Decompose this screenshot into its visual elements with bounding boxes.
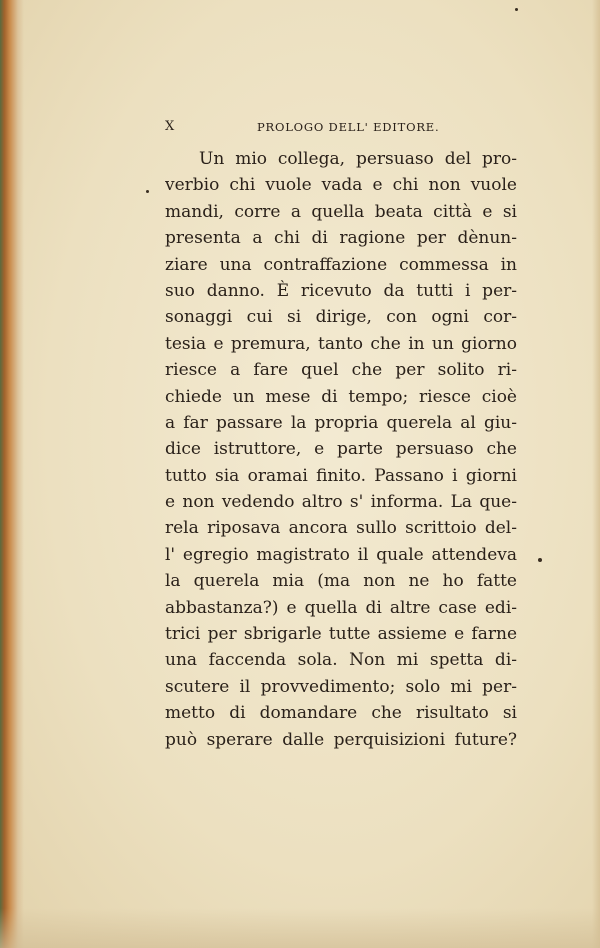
text-line: riesce a fare quel che per solito ri- — [165, 360, 517, 381]
text-line: e non vedendo altro s' informa. La que- — [165, 492, 517, 513]
text-line: chiede un mese di tempo; riesce cioè — [165, 386, 517, 407]
running-title: PROLOGO DELL' EDITORE. — [257, 120, 440, 134]
text-line: ziare una contraffazione commessa in — [165, 254, 517, 275]
page-binding-edge — [0, 0, 24, 948]
text-line: tesia e premura, tanto che in un giorno — [165, 333, 517, 354]
text-line: una faccenda sola. Non mi spetta di- — [165, 650, 517, 671]
text-line: sonaggi cui si dirige, con ogni cor- — [165, 307, 517, 328]
text-line: trici per sbrigarle tutte assieme e farne — [165, 624, 517, 645]
text-line: Un mio collega, persuaso del pro- — [199, 149, 517, 169]
text-line: dice istruttore, e parte persuaso che — [165, 439, 517, 460]
text-line: mandi, corre a quella beata città e si — [165, 201, 517, 222]
ink-speck — [538, 558, 542, 562]
page-right-edge — [592, 0, 600, 948]
page-bottom-edge — [0, 908, 600, 948]
page-number: X — [165, 119, 176, 134]
body-text — [165, 146, 517, 753]
text-line: rela riposava ancora sullo scrittoio del- — [165, 518, 517, 539]
text-line: suo danno. È ricevuto da tutti i per- — [165, 280, 517, 301]
text-line: a far passare la propria querela al giu- — [165, 412, 517, 433]
ink-speck — [515, 8, 518, 11]
text-line: può sperare dalle perquisizioni future? — [165, 729, 517, 750]
text-line: metto di domandare che risultato si — [165, 703, 517, 724]
text-line: l' egregio magistrato il quale attendeva — [165, 544, 517, 565]
text-line: scutere il provvedimento; solo mi per- — [165, 676, 517, 697]
text-line: verbio chi vuole vada e chi non vuole — [165, 175, 517, 196]
text-line: la querela mia (ma non ne ho fatte — [165, 571, 517, 592]
running-head — [165, 119, 515, 135]
text-line: tutto sia oramai finito. Passano i giorni — [165, 465, 517, 486]
text-line: abbastanza?) e quella di altre case edi- — [165, 597, 517, 618]
text-line: presenta a chi di ragione per dènun- — [165, 228, 517, 249]
ink-speck — [146, 190, 149, 193]
